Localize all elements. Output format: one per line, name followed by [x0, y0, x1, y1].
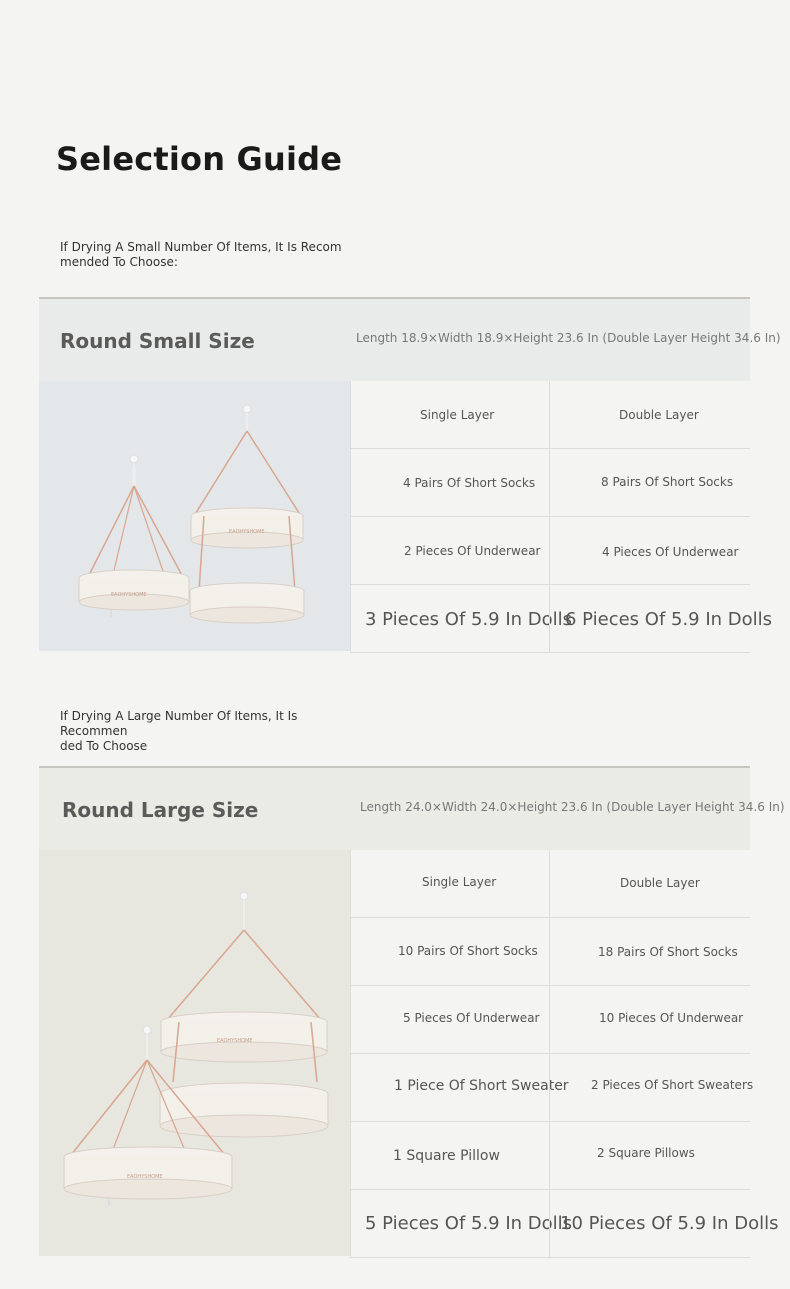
page-title: Selection Guide [56, 140, 343, 178]
large-col-header-single: Single Layer [350, 850, 549, 918]
small-double-brand-label: EAOHYSHOME [229, 529, 265, 535]
double-layer-dryer [190, 405, 304, 623]
large-double-layer-dryer [160, 892, 328, 1137]
large-row-pillow-single: 1 Square Pillow [350, 1122, 549, 1190]
small-size-section [39, 297, 781, 653]
large-single-brand-label: EAOHYSHOME [127, 1174, 163, 1180]
large-size-header [39, 766, 785, 850]
small-row-dolls-double: 6 Pieces Of 5.9 In Dolls [549, 585, 750, 653]
small-dryer-illustration [39, 381, 350, 651]
small-row-socks-double: 8 Pairs Of Short Socks [549, 449, 750, 517]
large-intro-line2: ded To Choose [60, 739, 148, 753]
large-size-section [39, 766, 785, 1258]
large-row-dolls-double: 10 Pieces Of 5.9 In Dolls [549, 1190, 750, 1258]
large-row-sweater-double: 2 Pieces Of Short Sweaters [549, 1054, 750, 1122]
large-size-dimensions: Length 24.0×Width 24.0×Height 23.6 In (Double Layer Height 34.6 In) [360, 800, 785, 814]
large-row-socks-single: 10 Pairs Of Short Socks [350, 918, 549, 986]
small-size-header [39, 297, 781, 381]
large-dryer-illustration [39, 850, 350, 1256]
small-row-dolls-single: 3 Pieces Of 5.9 In Dolls [350, 585, 549, 653]
large-row-underwear-double: 10 Pieces Of Underwear [549, 986, 750, 1054]
large-col-header-double: Double Layer [549, 850, 750, 918]
large-row-dolls-single: 5 Pieces Of 5.9 In Dolls [350, 1190, 549, 1258]
small-row-underwear-single: 2 Pieces Of Underwear [350, 517, 549, 585]
large-row-sweater-single: 1 Piece Of Short Sweater [350, 1054, 549, 1122]
small-col-header-double: Double Layer [549, 381, 750, 449]
small-intro [60, 240, 360, 270]
single-layer-dryer [79, 455, 189, 617]
large-intro [60, 709, 360, 754]
large-row-underwear-single: 5 Pieces Of Underwear [350, 986, 549, 1054]
small-row-underwear-double: 4 Pieces Of Underwear [549, 517, 750, 585]
small-size-table [350, 381, 773, 651]
small-col-header-single: Single Layer [350, 381, 549, 449]
large-size-table [350, 850, 779, 1256]
small-intro-line2: mended To Choose: [60, 255, 178, 269]
large-size-name: Round Large Size [62, 798, 259, 822]
small-intro-line1: If Drying A Small Number Of Items, It Is Recom [60, 240, 342, 254]
large-intro-line1: If Drying A Large Number Of Items, It Is Recommen [60, 709, 298, 738]
small-single-brand-label: EAOHYSHOME [111, 592, 147, 598]
large-size-product-image [39, 850, 350, 1256]
small-size-product-image [39, 381, 350, 651]
large-row-socks-double: 18 Pairs Of Short Socks [549, 918, 750, 986]
small-size-name: Round Small Size [60, 329, 255, 353]
large-double-brand-label: EAOHYSHOME [217, 1038, 253, 1044]
small-size-dimensions: Length 18.9×Width 18.9×Height 23.6 In (Double Layer Height 34.6 In) [356, 331, 781, 345]
small-row-socks-single: 4 Pairs Of Short Socks [350, 449, 549, 517]
large-row-pillow-double: 2 Square Pillows [549, 1122, 750, 1190]
